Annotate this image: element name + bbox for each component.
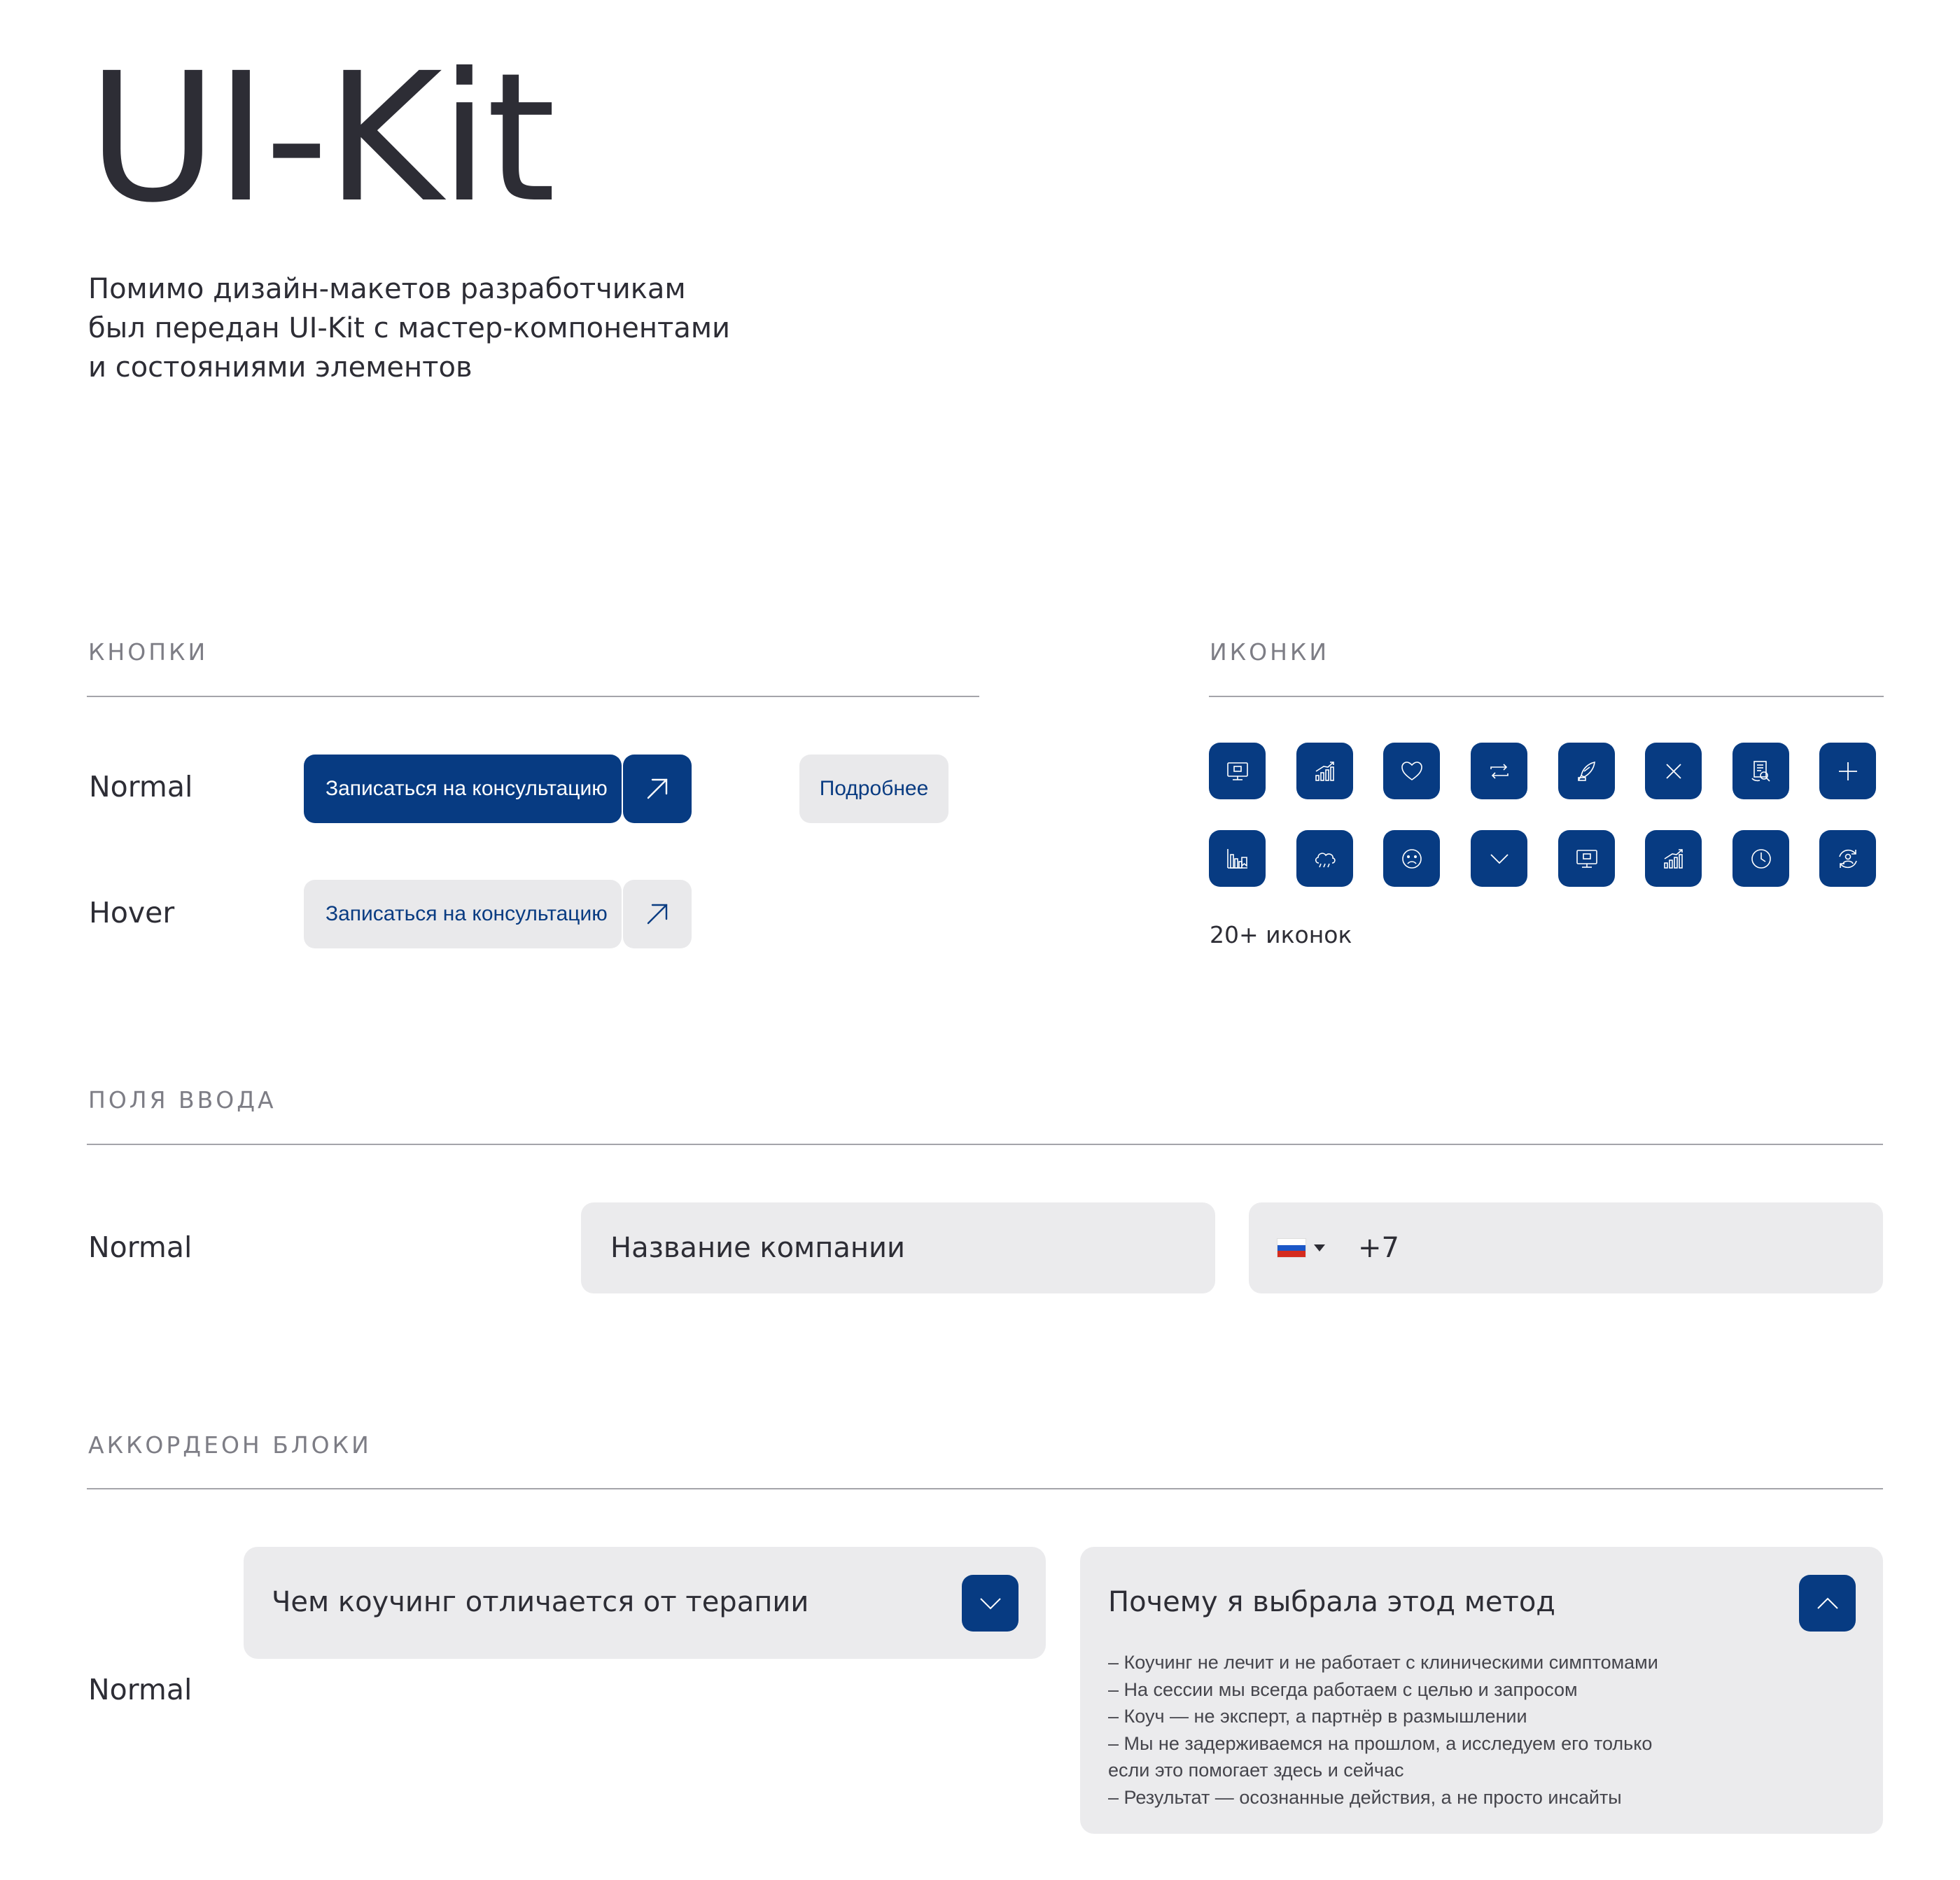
icon-tile [1383, 743, 1440, 799]
icon-tile [1209, 743, 1266, 799]
buttons-section-title: КНОПКИ [88, 638, 209, 666]
bar-chart-rising-icon [1660, 845, 1688, 873]
monitor-icon [1573, 845, 1601, 873]
buttons-divider [87, 696, 979, 697]
accordion-body-line: – Результат — осознанные действия, а не просто инсайты [1108, 1786, 1622, 1808]
accordion-section-title: АККОРДЕОН БЛОКИ [88, 1431, 372, 1459]
company-name-field[interactable] [581, 1202, 1215, 1293]
icon-tile [1296, 830, 1353, 887]
feather-pen-icon [1573, 757, 1601, 785]
icons-divider [1209, 696, 1884, 697]
consultation-button-label: Записаться на консультацию [326, 777, 608, 800]
more-button[interactable] [799, 755, 948, 823]
consultation-button[interactable] [304, 755, 622, 823]
bar-chart-bookmark-icon [1224, 845, 1252, 873]
repeat-arrows-icon [1485, 757, 1513, 785]
accordion-divider [87, 1488, 1883, 1489]
accordion-collapsed[interactable] [244, 1547, 1046, 1659]
accordion-expanded-body [1108, 1649, 1658, 1811]
consultation-button-hover[interactable] [304, 880, 622, 948]
plus-icon [1834, 757, 1862, 785]
accordion-expanded[interactable] [1080, 1547, 1883, 1834]
chevron-down-icon [1485, 845, 1513, 873]
icon-tile [1819, 743, 1876, 799]
icon-tile [1471, 830, 1527, 887]
inputs-normal-label: Normal [88, 1230, 192, 1264]
icon-tile [1209, 830, 1266, 887]
icon-tile [1383, 830, 1440, 887]
chevron-down-icon [976, 1590, 1004, 1618]
cloud-rain-icon [1311, 845, 1339, 873]
more-button-label: Подробнее [819, 777, 929, 800]
accordion-expanded-title: Почему я выбрала этод метод [1108, 1586, 1555, 1618]
icon-tile [1645, 743, 1702, 799]
monitor-icon [1224, 757, 1252, 785]
icon-tile [1471, 743, 1527, 799]
accordion-expand-button[interactable] [962, 1575, 1018, 1632]
icon-tile [1819, 830, 1876, 887]
close-x-icon [1660, 757, 1688, 785]
inputs-divider [87, 1144, 1883, 1145]
page-subtitle [88, 269, 858, 387]
chevron-up-icon [1814, 1590, 1842, 1618]
heart-icon [1398, 757, 1426, 785]
icon-tile [1296, 743, 1353, 799]
accordion-body-line: – Коуч — не эксперт, а партнёр в размышлении [1108, 1706, 1527, 1727]
icon-tile [1645, 830, 1702, 887]
icons-count-label: 20+ иконок [1210, 921, 1352, 948]
russia-flag-icon[interactable] [1277, 1238, 1306, 1258]
arrow-up-right-icon [645, 902, 669, 926]
document-search-icon [1747, 757, 1775, 785]
accordion-body-line: – На сессии мы всегда работаем с целью и запросом [1108, 1678, 1578, 1700]
phone-field[interactable] [1249, 1202, 1883, 1293]
bar-chart-rising-icon [1311, 757, 1339, 785]
accordion-body-line: – Мы не задерживаемся на прошлом, а исследуем его только [1108, 1732, 1653, 1754]
arrow-up-right-icon [645, 777, 669, 801]
accordion-collapsed-title: Чем коучинг отличается от терапии [272, 1586, 809, 1618]
icons-section-title: ИКОНКИ [1210, 638, 1330, 666]
buttons-hover-label: Hover [89, 896, 175, 930]
consultation-arrow-button-hover[interactable] [623, 880, 692, 948]
company-name-placeholder: Название компании [610, 1232, 906, 1264]
subtitle-line: и состояниями элементов [88, 351, 472, 384]
accordion-collapse-button[interactable] [1799, 1575, 1856, 1632]
subtitle-line: был передан UI-Kit с мастер-компонентами [88, 312, 731, 344]
phone-prefix: +7 [1358, 1232, 1399, 1264]
accordion-body-line: если это помогает здесь и сейчас [1108, 1760, 1404, 1781]
icon-tile [1732, 743, 1789, 799]
accordion-normal-label: Normal [88, 1673, 192, 1706]
subtitle-line: Помимо дизайн-макетов разработчикам [88, 273, 686, 305]
consultation-arrow-button[interactable] [623, 755, 692, 823]
accordion-body-line: – Коучинг не лечит и не работает с клиническими симптомами [1108, 1652, 1658, 1673]
icon-tile [1558, 743, 1615, 799]
sad-face-icon [1398, 845, 1426, 873]
user-refresh-icon [1834, 845, 1862, 873]
consultation-button-hover-label: Записаться на консультацию [326, 902, 608, 925]
buttons-normal-label: Normal [89, 770, 193, 804]
caret-down-icon[interactable] [1313, 1244, 1326, 1252]
icon-tile [1558, 830, 1615, 887]
inputs-section-title: ПОЛЯ ВВОДА [88, 1086, 276, 1114]
icon-tile [1732, 830, 1789, 887]
page-title: UI-Kit [88, 34, 554, 241]
clock-icon [1747, 845, 1775, 873]
